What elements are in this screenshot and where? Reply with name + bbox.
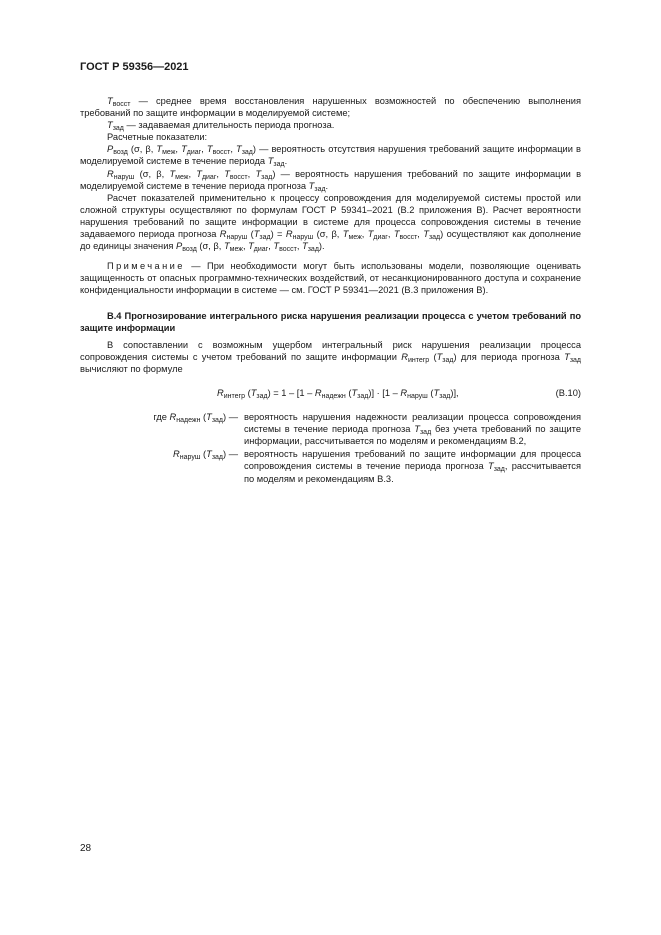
math-variable: $P_{возд}$ [107, 144, 128, 157]
math-variable: $T_{зад}$ [302, 241, 319, 254]
text-run: ) = [270, 229, 286, 240]
math-subscript: зад [256, 392, 268, 400]
paragraph-integral-risk [80, 339, 581, 375]
formula-number: (В.10) [555, 387, 581, 398]
text-run: , [247, 168, 256, 179]
document-header: ГОСТ Р 59356—2021 [80, 61, 189, 73]
text-run: ( [345, 387, 352, 398]
where-term [80, 411, 238, 423]
math-variable: $R_{интегр}$ [217, 387, 245, 400]
math-subscript: зад [241, 149, 253, 157]
text-run: вероятность нарушения требований по защите информации для процесса сопровождения системы в течение периода прогноза [244, 449, 581, 472]
note-label: Примечание [107, 261, 185, 272]
math-variable: $T_{зад}$ [351, 387, 369, 400]
math-subscript: восст [399, 234, 418, 242]
text-run: (σ, β, [313, 229, 343, 240]
text-run: ) — вероятность нарушения требований по защите информации в моделируемой системе в течение периода прогноза [80, 168, 582, 191]
text-run: , [230, 144, 237, 155]
math-subscript: наруш [226, 234, 248, 242]
math-variable: $R_{наруш}$ [400, 387, 428, 400]
formula-expression [80, 387, 556, 399]
math-variable: $T_{зад}$ [423, 229, 441, 242]
text-run: — среднее время восстановления нарушенных возможностей по обеспечению выполнения требований по защите информации в моделируемой системе; [80, 96, 581, 119]
math-variable: $T_{восст}$ [107, 96, 131, 108]
text-run: вычисляют по формуле [80, 363, 183, 374]
math-subscript: зад [307, 246, 319, 254]
math-variable: $T_{зад}$ [253, 229, 271, 242]
math-subscript: наруш [407, 392, 428, 400]
page-number: 28 [80, 843, 92, 854]
note [80, 260, 581, 296]
text-run: ( [429, 351, 437, 362]
math-subscript: зад [569, 356, 581, 364]
math-variable: $T_{зад}$ [236, 144, 253, 157]
math-subscript: зад [428, 234, 441, 242]
math-subscript: восст [229, 173, 248, 181]
where-item-r-narush [80, 448, 581, 484]
math-subscript: зад [211, 454, 224, 462]
text-run: . [284, 156, 288, 167]
math-subscript: зад [357, 392, 369, 400]
text-run: вероятность нарушения надежности реализации процесса сопровождения системы в течение периода прогноза [244, 412, 581, 435]
math-variable: $T_{диаг}$ [181, 144, 202, 157]
math-subscript: зад [211, 417, 224, 425]
text-run: В.4 Прогнозирование интегрального риска нарушения реализации процесса с учетом требований по защите информации [80, 310, 581, 333]
math-subscript: возд [182, 246, 197, 254]
text-run: — задаваемая длительность периода прогноза. [123, 120, 335, 131]
math-subscript: зад [273, 161, 285, 169]
paragraph-calculation [80, 192, 581, 252]
text-run: ) — вероятность отсутствия нарушения требований защите информации в моделируемой системе в течение периода [80, 144, 581, 167]
math-variable: $T_{зад}$ [414, 424, 432, 437]
text-run: Расчет показателей применительно к процессу сопровождения для моделируемой системы простой или сложной структуры осуществляют по формулам ГОСТ Р 59341–2021 (В.2 приложения В). Расчет вероятности нарушения требований по защите информации в системе для процесса сопровождения системы в течение задаваемого периода прогноза [80, 192, 581, 240]
math-variable: $R_{надежн}$ [169, 412, 201, 425]
math-variable: $T_{меж}$ [156, 144, 176, 157]
math-subscript: диаг [253, 246, 269, 254]
text-run: ( [245, 387, 251, 398]
text-run: , [417, 229, 424, 240]
math-subscript: надежн [321, 392, 346, 400]
math-subscript: восст [279, 246, 297, 254]
math-variable: $T_{меж}$ [169, 168, 189, 181]
math-subscript: восст [212, 149, 231, 157]
text-run: — При необходимости могут быть использованы модели, позволяющие оценивать защищенность от опасных программно-технических воздействий, от несанкционированного доступа и сохранение конфиденциальности информации в системе — см. ГОСТ Р 59341—2021 (В.3 приложения В). [80, 261, 581, 296]
math-variable: $T_{меж}$ [342, 229, 362, 242]
math-subscript: зад [493, 466, 505, 474]
math-subscript: зад [419, 429, 432, 437]
math-variable: $T_{диаг}$ [248, 241, 269, 254]
paragraph-p-vozd [80, 143, 581, 167]
math-subscript: меж [229, 246, 243, 254]
math-variable: $T_{зад}$ [564, 351, 581, 364]
math-variable: $T_{зад}$ [267, 156, 285, 169]
text-run: (σ, β, [134, 168, 170, 179]
math-variable: $T_{зад}$ [308, 180, 326, 193]
math-variable: $T_{восст}$ [224, 168, 248, 181]
formula-b10 [80, 387, 581, 399]
where-description [244, 411, 581, 447]
math-variable: $T_{зад}$ [436, 351, 454, 364]
math-subscript: зад [261, 173, 273, 181]
text-run: )] · [1 – [368, 387, 401, 398]
text-run: ) — [223, 412, 238, 423]
text-run: ( [200, 412, 207, 423]
text-run: ) — [223, 449, 238, 460]
text-run: , рассчитывается по моделям и рекомендациям В.3. [244, 461, 581, 484]
math-variable: $R_{наруш}$ [285, 229, 314, 242]
math-variable: $R_{наруш}$ [219, 229, 248, 242]
math-variable: $T_{зад}$ [488, 461, 505, 474]
math-subscript: меж [162, 149, 176, 157]
paragraph-t-vosst [80, 95, 581, 119]
math-variable: $T_{зад}$ [107, 120, 124, 133]
text-run: ) осуществляют как дополнение до единицы значения [80, 229, 581, 252]
math-variable: $T_{диаг}$ [196, 168, 217, 181]
document-body [80, 95, 581, 486]
text-run: , [216, 168, 225, 179]
math-subscript: надежн [176, 417, 201, 425]
text-run: ( [427, 387, 434, 398]
text-run: , [387, 229, 394, 240]
math-variable: $T_{зад}$ [255, 168, 273, 181]
math-subscript: диаг [201, 173, 217, 181]
math-subscript: зад [259, 234, 271, 242]
math-subscript: наруш [113, 173, 135, 181]
text-run: , [361, 229, 368, 240]
math-subscript: интегр [223, 392, 245, 400]
math-variable: $T_{меж}$ [223, 241, 243, 254]
text-run: , [268, 241, 274, 252]
text-run: где [153, 412, 170, 423]
text-run: ) = 1 – [1 – [267, 387, 315, 398]
text-run: . [325, 180, 329, 191]
math-subscript: диаг [186, 149, 202, 157]
where-description [244, 448, 581, 484]
math-variable: $T_{зад}$ [250, 387, 268, 400]
where-item-r-nadezhn [80, 411, 581, 447]
math-variable: $P_{возд}$ [176, 241, 197, 254]
math-subscript: наруш [292, 234, 314, 242]
math-variable: $R_{наруш}$ [173, 449, 201, 462]
text-run: В сопоставлении с возможным ущербом интегральный риск нарушения реализации процесса сопровождения системы с учетом требований по защите информации [80, 339, 581, 362]
math-subscript: зад [112, 125, 124, 133]
math-variable: $T_{восст}$ [206, 144, 231, 157]
math-subscript: интегр [407, 356, 430, 364]
math-subscript: меж [348, 234, 362, 242]
text-run: ( [200, 449, 207, 460]
math-variable: $T_{восст}$ [393, 229, 418, 242]
text-run: , [188, 168, 197, 179]
math-subscript: диаг [373, 234, 388, 242]
math-subscript: возд [113, 149, 128, 157]
text-run: , [242, 241, 249, 252]
paragraph-t-zad [80, 119, 581, 131]
math-variable: $T_{восст}$ [273, 241, 297, 254]
text-run: (σ, β, [127, 144, 157, 155]
section-heading-b4 [80, 310, 581, 334]
math-variable: $T_{диаг}$ [367, 229, 388, 242]
text-run: , [296, 241, 303, 252]
text-run: ) для периода прогноза [453, 351, 565, 362]
text-run: , [201, 144, 207, 155]
math-variable: $T_{зад}$ [433, 387, 451, 400]
math-subscript: зад [314, 185, 326, 193]
text-run: , [175, 144, 182, 155]
math-subscript: зад [442, 356, 454, 364]
math-variable: $T_{зад}$ [206, 449, 224, 462]
text-run: ( [247, 229, 254, 240]
math-subscript: меж [175, 173, 189, 181]
paragraph-r-narush [80, 168, 581, 192]
where-term [80, 448, 238, 460]
text-run: Расчетные показатели: [107, 132, 208, 143]
math-variable: $T_{зад}$ [206, 412, 224, 425]
text-run: ). [318, 241, 325, 252]
text-run: (σ, β, [196, 241, 224, 252]
math-variable: $R_{надежн}$ [314, 387, 346, 400]
math-subscript: наруш [179, 454, 201, 462]
paragraph-indicators-label [80, 131, 581, 143]
math-subscript: восст [112, 101, 131, 108]
math-variable: $R_{интегр}$ [401, 351, 430, 364]
text-run: без учета требований по защите информации, рассчитывается по моделям и рекомендациям В.2, [244, 424, 581, 447]
text-run: )], [450, 387, 459, 398]
math-subscript: зад [439, 392, 451, 400]
math-variable: $R_{наруш}$ [107, 168, 135, 181]
